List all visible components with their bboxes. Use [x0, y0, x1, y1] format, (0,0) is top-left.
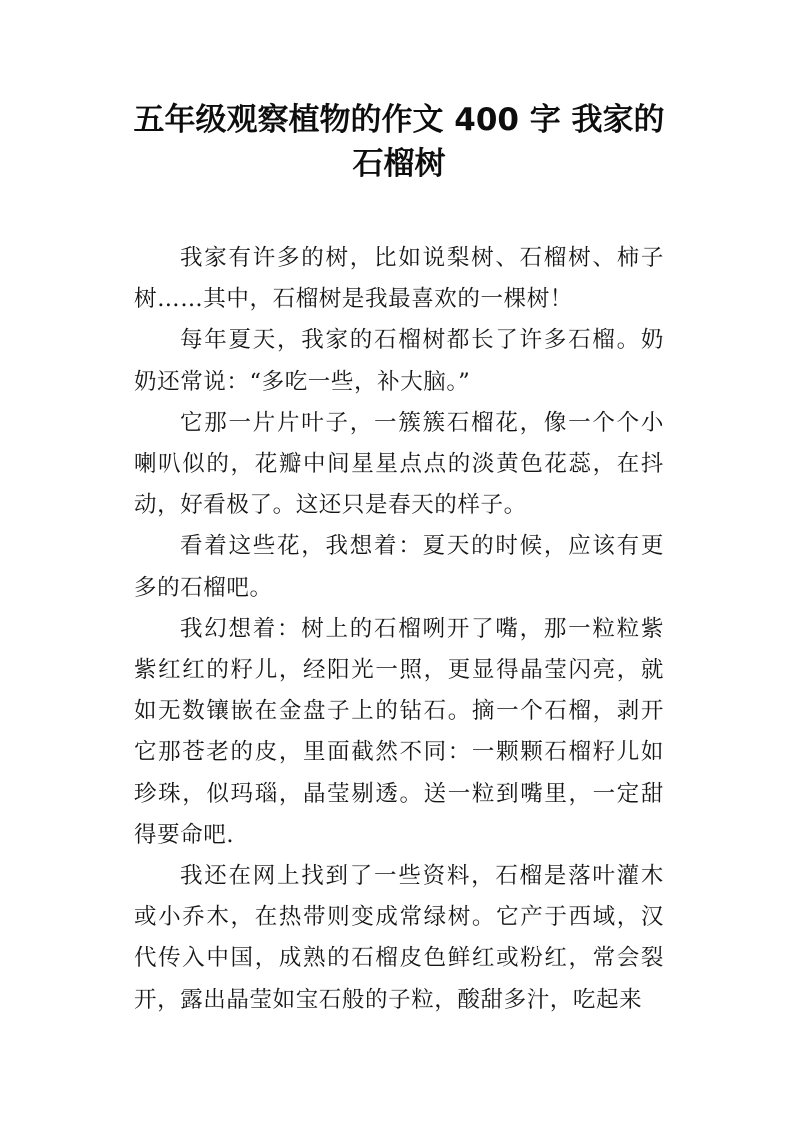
paragraph-3: 它那一片片叶子，一簇簇石榴花，像一个个小喇叭似的，花瓣中间星星点点的淡黄色花蕊，在抖动，好看极了。这还只是春天的样子。	[134, 409, 664, 519]
title-line-1: 五年级观察植物的作文 400 字 我家的	[133, 102, 665, 138]
paragraph-2: 每年夏天，我家的石榴树都长了许多石榴。奶奶还常说：“多吃一些，补大脑。”	[134, 327, 664, 395]
paragraph-5: 我幻想着：树上的石榴咧开了嘴，那一粒粒紫紫红红的籽儿，经阳光一照，更显得晶莹闪亮，就如无数镶嵌在金盘子上的钻石。摘一个石榴，剥开它那苍老的皮，里面截然不同：一颗颗石榴籽儿如珍珠，似玛瑙，晶莹剔透。送一粒到嘴里，一定甜得要命吧.	[134, 615, 664, 848]
paragraph-6: 我还在网上找到了一些资料，石榴是落叶灌木或小乔木，在热带则变成常绿树。它产于西域，汉代传入中国，成熟的石榴皮色鲜红或粉红，常会裂开，露出晶莹如宝石般的子粒，酸甜多汁，吃起来	[134, 863, 664, 1013]
document-page	[134, 0, 664, 1021]
title-line-2: 石榴树	[352, 146, 446, 182]
document-body	[134, 238, 664, 1021]
paragraph-4: 看着这些花，我想着：夏天的时候，应该有更多的石榴吧。	[134, 533, 664, 601]
document-title	[99, 0, 699, 186]
paragraph-1: 我家有许多的树，比如说梨树、石榴树、柿子树……其中，石榴树是我最喜欢的一棵树！	[134, 245, 664, 313]
